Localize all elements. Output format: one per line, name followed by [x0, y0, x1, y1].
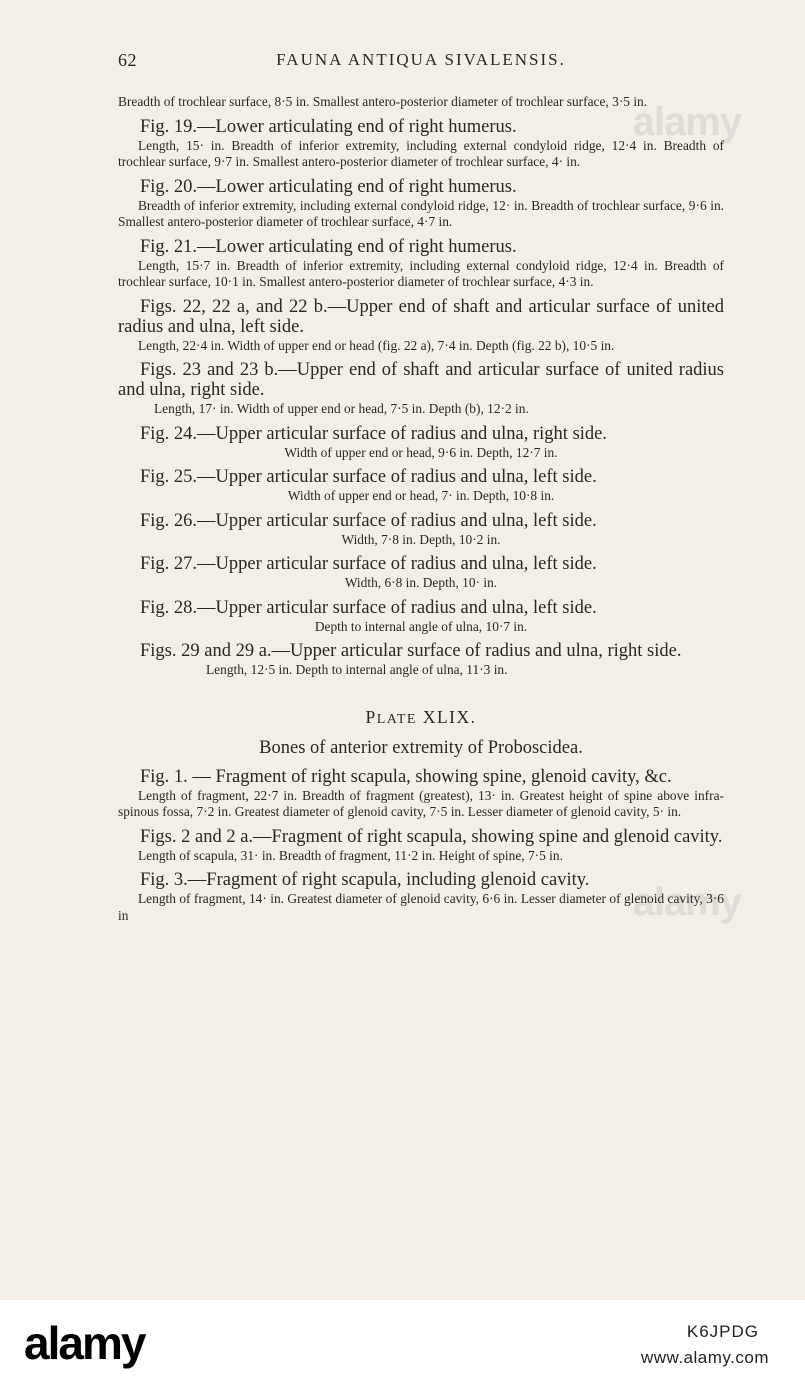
fig-measurements: Breadth of inferior extremity, including external condyloid ridge, 12· in. Breadth of trochlear surface, 9·6 in. Smallest antero-posterior diameter of trochlear surface, 4·7 in. [118, 197, 724, 229]
fig-heading: Fig. 25.—Upper articular surface of radius and ulna, left side. [140, 467, 597, 487]
fig-heading: Fig. 28.—Upper articular surface of radius and ulna, left side. [140, 597, 597, 618]
fig-measurements: Width of upper end or head, 7· in. Depth, 10·8 in. [287, 488, 555, 503]
plate-heading-initial: P [365, 706, 377, 727]
fig-entry [118, 177, 724, 231]
fig-measurements: Length of fragment, 22·7 in. Breadth of fragment (greatest), 13· in. Greatest height of spine above infra-spinous fossa, 7·2 in. Greatest diameter of glenoid cavity, 7·5 in. Lesser diameter of glenoid cavity, 5· in. [118, 787, 724, 819]
fig-measurements: Length of scapula, 31· in. Breadth of fragment, 11·2 in. Height of spine, 7·5 in. [138, 847, 563, 863]
body-text [118, 94, 724, 924]
fig-measurements: Length of fragment, 14· in. Greatest diameter of glenoid cavity, 6·6 in. Lesser diameter of glenoid cavity, 3·6 in [118, 891, 724, 923]
fig-entry [118, 467, 724, 505]
fig-entry [118, 511, 724, 549]
fig-heading: Fig. 19.—Lower articulating end of right humerus. [140, 116, 517, 137]
fig-heading: Fig. 26.—Upper articular surface of radius and ulna, left side. [140, 510, 597, 531]
alamy-logo: alamy [24, 1317, 145, 1369]
fig-heading: Fig. 20.—Lower articulating end of right humerus. [140, 176, 517, 197]
plate-subtitle: Bones of anterior extremity of Proboscidea. [259, 737, 583, 758]
running-title: FAUNA ANTIQUA SIVALENSIS. [276, 50, 566, 69]
image-code: K6JPDG [686, 1322, 759, 1341]
fig-entry [118, 827, 724, 865]
fig-measurements: Width of upper end or head, 9·6 in. Depth, 12·7 in. [284, 444, 558, 460]
fig-entry [118, 870, 724, 924]
fig-heading: Figs. 29 and 29 a.—Upper articular surface of radius and ulna, right side. [140, 641, 682, 661]
fig-entry [118, 117, 724, 171]
continued-paragraph: Breadth of trochlear surface, 8·5 in. Smallest antero-posterior diameter of trochlear surface, 3·5 in. [118, 94, 648, 109]
plate-heading-word: LATE [376, 711, 417, 727]
fig-entry [118, 424, 724, 462]
fig-measurements: Length, 17· in. Width of upper end or head, 7·5 in. Depth (b), 12·2 in. [154, 401, 529, 416]
fig-measurements: Length, 12·5 in. Depth to internal angle of ulna, 11·3 in. [206, 662, 508, 677]
page-header [118, 50, 724, 76]
fig-entry [118, 297, 724, 355]
fig-entry [118, 237, 724, 291]
watermark-text: alamy [632, 100, 741, 144]
fig-heading: Fig. 1. — Fragment of right scapula, showing spine, glenoid cavity, &c. [140, 766, 672, 787]
fig-heading: Fig. 21.—Lower articulating end of right humerus. [140, 236, 517, 257]
fig-measurements: Width, 6·8 in. Depth, 10· in. [344, 575, 498, 590]
fig-entry [118, 641, 724, 679]
fig-measurements: Length, 15· in. Breadth of inferior extremity, including external condyloid ridge, 12·4 in. Breadth of trochlear surface, 9·7 in. Smallest antero-posterior diameter of trochlear surface, 4· in. [118, 137, 724, 169]
page-number: 62 [118, 50, 137, 70]
watermark-text: alamy [632, 880, 741, 924]
fig-measurements: Width, 7·8 in. Depth, 10·2 in. [341, 531, 501, 547]
plate-heading-number: XLIX. [422, 706, 477, 727]
fig-measurements: Depth to internal angle of ulna, 10·7 in. [314, 618, 528, 634]
fig-measurements: Length, 15·7 in. Breadth of inferior extremity, including external condyloid ridge, 12·4 in. Breadth of trochlear surface, 10·1 in. Smallest antero-posterior diameter of trochlear surface, 4·3 in. [118, 257, 724, 289]
fig-heading: Fig. 24.—Upper articular surface of radius and ulna, right side. [140, 423, 607, 444]
fig-heading: Figs. 23 and 23 b.—Upper end of shaft and articular surface of united radius and ulna, right side. [118, 360, 724, 400]
fig-entry [118, 767, 724, 821]
fig-heading: Fig. 3.—Fragment of right scapula, including glenoid cavity. [140, 870, 590, 890]
fig-entry [118, 598, 724, 636]
fig-entry [118, 554, 724, 592]
site-url: www.alamy.com [640, 1348, 769, 1367]
fig-heading: Figs. 22, 22 a, and 22 b.—Upper end of shaft and articular surface of united radius and ulna, left side. [118, 296, 724, 337]
stock-footer-bar [0, 1300, 805, 1390]
plate-heading [118, 707, 724, 728]
fig-heading: Fig. 27.—Upper articular surface of radius and ulna, left side. [140, 554, 597, 574]
fig-measurements: Length, 22·4 in. Width of upper end or head (fig. 22 a), 7·4 in. Depth (fig. 22 b), 10·5 in. [138, 337, 615, 353]
fig-heading: Figs. 2 and 2 a.—Fragment of right scapula, showing spine and glenoid cavity. [140, 826, 723, 847]
fig-entry [118, 360, 724, 418]
